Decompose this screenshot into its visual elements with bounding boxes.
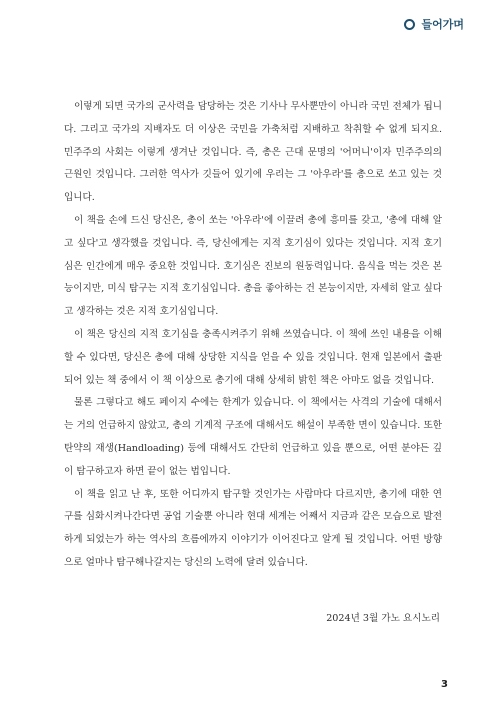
body-text: [64, 96, 442, 575]
page-number: 3: [441, 679, 448, 690]
section-header: [404, 16, 464, 32]
section-label: 들어가며: [421, 18, 464, 31]
paragraph: 이렇게 되면 국가의 군사력을 담당하는 것은 기사나 무사뿐만이 아니라 국민 전체가 됩니다. 그리고 국가의 지배자도 더 이상은 국민을 가축처럼 지배하고 착취할 수 없게 되지요. 민주주의 사회는 이렇게 생겨난 것입니다. 즉, 총은 근대 문명의 '어머니'이자 민주주의의 근원인 것입니다. 그러한 역사가 깃들어 있기에 우리는 그 '아우라'를 총으로 쏘고 있는 것입니다.: [64, 101, 442, 204]
paragraph: 물론 그렇다고 해도 페이지 수에는 한계가 있습니다. 이 책에서는 사격의 기술에 대해서는 거의 언급하지 않았고, 총의 기계적 구조에 대해서도 해설이 부족한 면이 있습니다. 또한 탄약의 재생(Handloading) 등에 대해서도 간단히 언급하고 있을 뿐으로, 어떤 분야든 깊이 탐구하고자 하면 끝이 없는 법입니다.: [64, 397, 442, 477]
paragraph: 이 책은 당신의 지적 호기심을 충족시켜주기 위해 쓰였습니다. 이 책에 쓰인 내용을 이해할 수 있다면, 당신은 총에 대해 상당한 지식을 얻을 수 있을 것입니다. 현재 일본에서 출판되어 있는 책 중에서 이 책 이상으로 총기에 대해 상세히 밝힌 책은 아마도 없을 것입니다.: [64, 328, 442, 386]
paragraph: 이 책을 읽고 난 후, 또한 어디까지 탐구할 것인가는 사람마다 다르지만, 총기에 대한 연구를 심화시켜나간다면 공업 기술뿐 아니라 현대 세계는 어째서 지금과 같은 모습으로 발전하게 되었는가 하는 역사의 흐름에까지 이야기가 이어진다고 알게 될 것입니다. 어떤 방향으로 얼마나 탐구해나갈지는 당신의 노력에 달려 있습니다.: [64, 488, 442, 568]
circle-outline-icon: [404, 19, 415, 30]
signature: 2024년 3월 가노 요시노리: [326, 613, 440, 624]
paragraph: 이 책을 손에 드신 당신은, 총이 쏘는 '아우라'에 이끌려 총에 흥미를 갖고, '총에 대해 알고 싶다'고 생각했을 것입니다. 즉, 당신에게는 지적 호기심이 있다는 것입니다. 지적 호기심은 인간에게 매우 중요한 것입니다. 호기심은 진보의 원동력입니다. 음식을 먹는 것은 본능이지만, 미식 탐구는 지적 호기심입니다. 총을 좋아하는 건 본능이지만, 자세히 알고 싶다고 생각하는 것은 지적 호기심입니다.: [64, 214, 442, 318]
